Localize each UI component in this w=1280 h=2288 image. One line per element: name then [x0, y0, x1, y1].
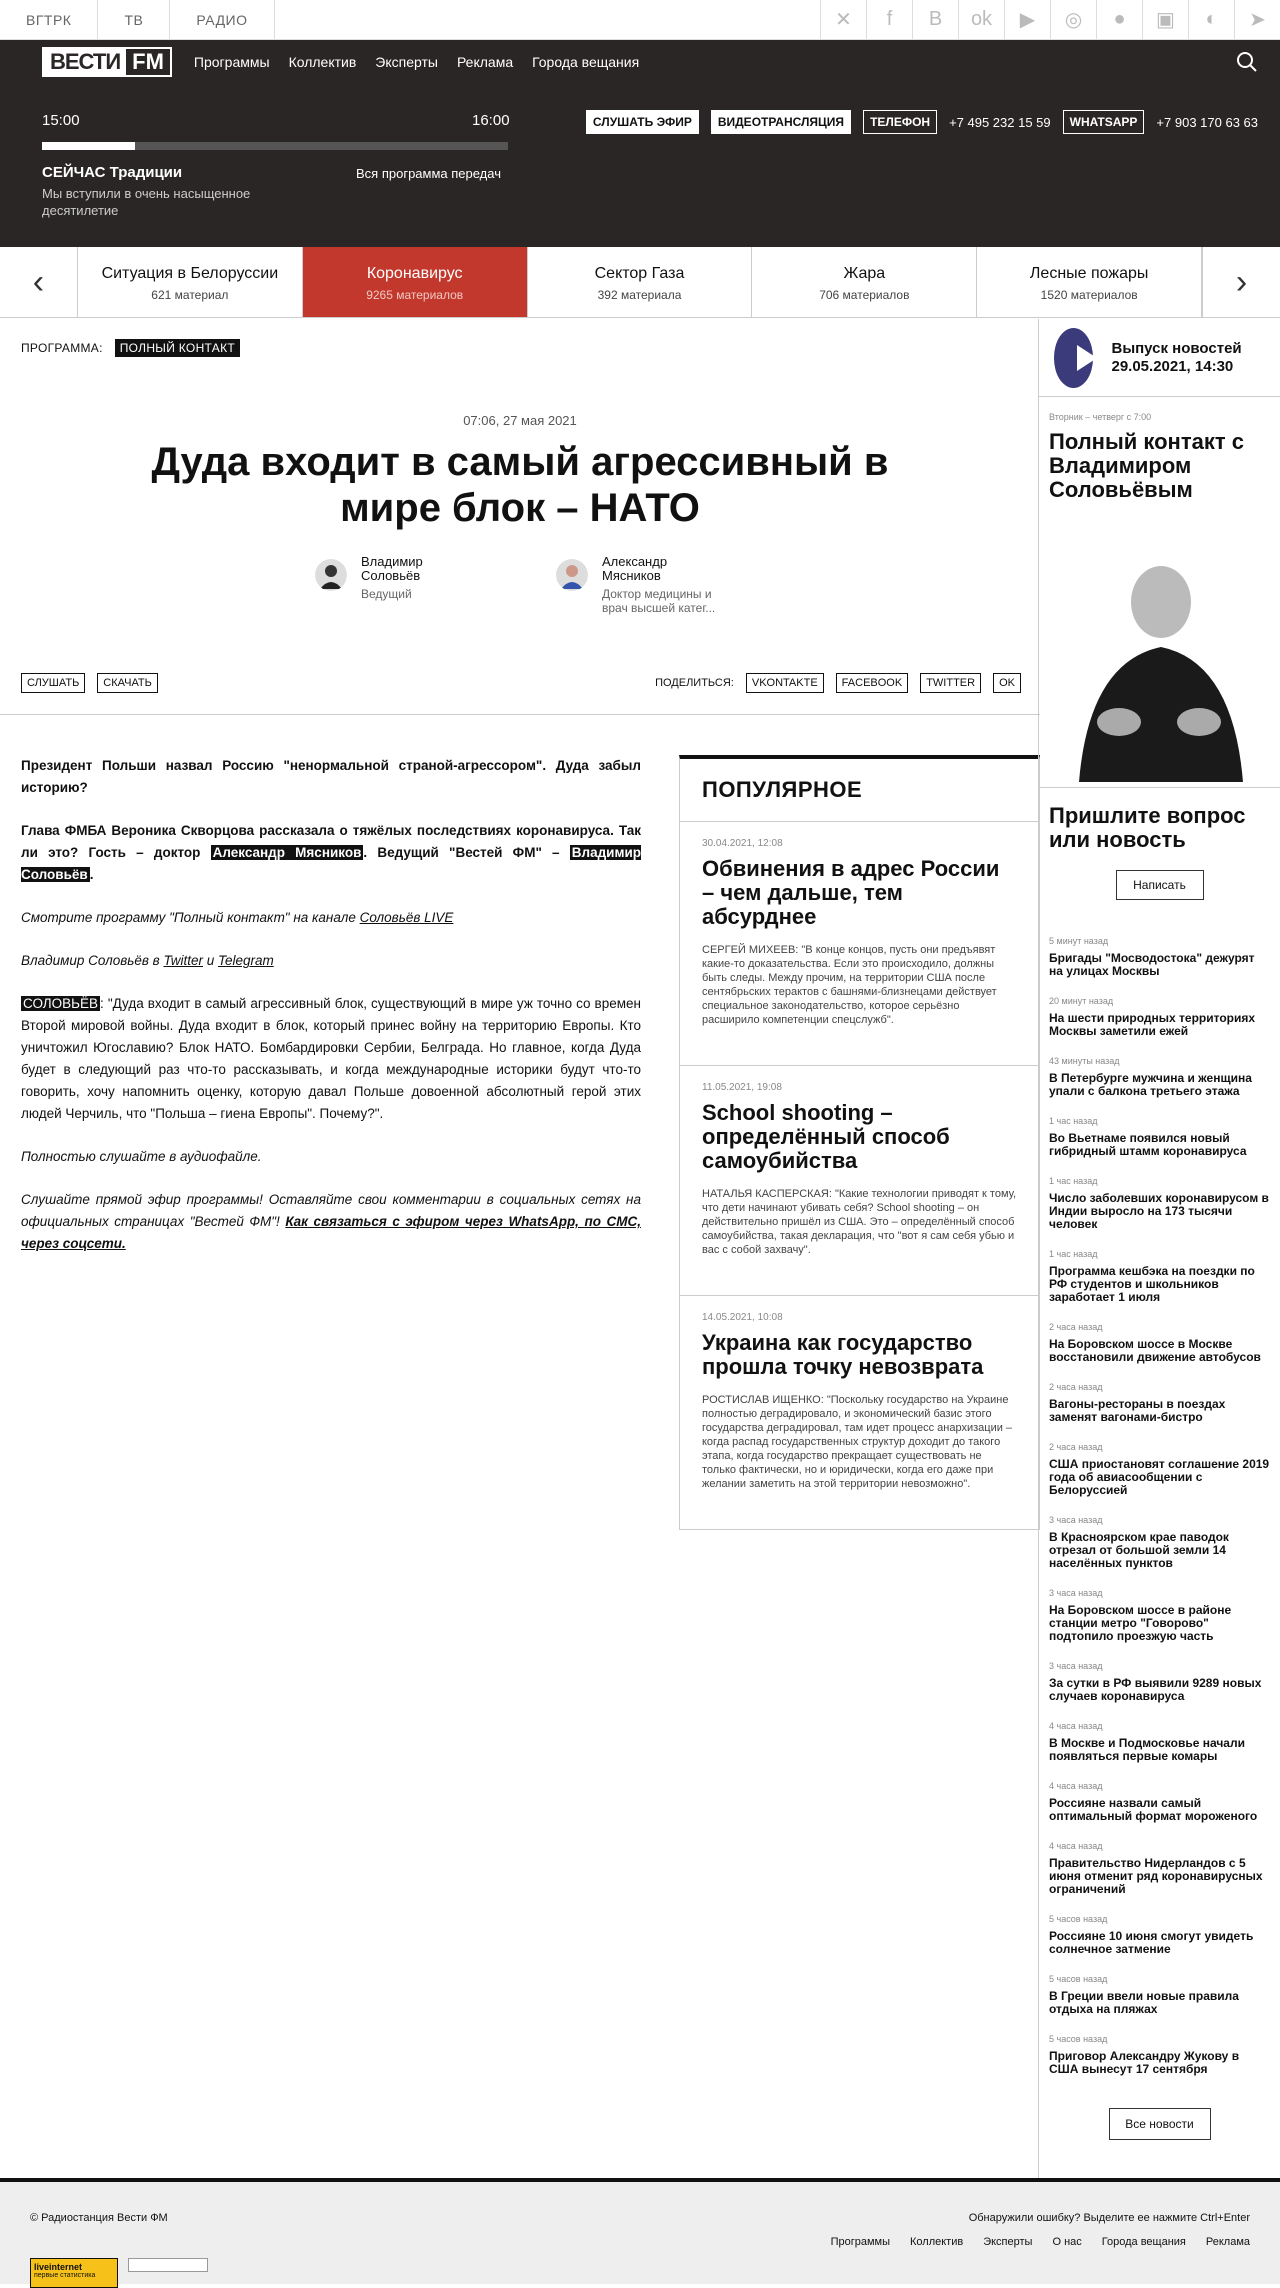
news-item[interactable] — [1049, 1578, 1270, 1651]
text: Глава ФМБА Вероника Скворцова рассказала о тяжёлых последствиях коронавируса. Так ли это? Гость – доктор — [21, 823, 641, 860]
news-title: Приговор Александру Жукову в США вынесут 17 сентября — [1049, 2049, 1240, 2076]
news-time: 2 часа назад — [1049, 1382, 1103, 1392]
android-icon[interactable]: ▣ — [1142, 0, 1188, 39]
topic-belarus[interactable] — [78, 247, 303, 317]
twitter-icon[interactable]: ✕ — [820, 0, 866, 39]
listen-button[interactable]: СЛУШАТЬ — [21, 673, 85, 693]
whatsapp-label: WHATSAPP — [1063, 110, 1145, 134]
player-buttons — [574, 110, 1258, 134]
contact-note — [21, 1189, 641, 1255]
news-title: Во Вьетнаме появился новый гибридный штамм коронавируса — [1049, 1131, 1247, 1158]
odnoklassniki-icon[interactable]: ok — [958, 0, 1004, 39]
news-feed — [1039, 918, 1280, 2084]
link-tv[interactable]: ТВ — [98, 0, 170, 39]
now-desc: Мы вступили в очень насыщенное десятилетие — [42, 186, 251, 218]
main-nav — [0, 40, 1280, 84]
divider — [0, 714, 1040, 715]
network-links — [0, 0, 275, 39]
news-item[interactable] — [1049, 1312, 1270, 1372]
text: Слушайте прямой эфир программы! Оставляйте свои комментарии в социальных сетях на официальных страницах "Вестей ФМ"! — [21, 1192, 641, 1229]
news-title: На Боровском шоссе в районе станции метро "Говорово" подтопило проезжую часть — [1049, 1603, 1232, 1643]
video-button[interactable]: ВИДЕОТРАНСЛЯЦИЯ — [711, 110, 851, 134]
article-body — [21, 755, 641, 1276]
news-title: Правительство Нидерландов с 5 июня отменит ряд коронавирусных ограничений — [1049, 1856, 1263, 1896]
item-text: СЕРГЕЙ МИХЕЕВ: "В конце концов, пусть они предъявят какие-то доказательства. Если это происходило, должны быть следы. Между прочим, на территории США после сентябрьских терактов с башнями-близнецами действует специальное законодательство, которое серьёзно расширило компетенции спецслужб". — [702, 944, 997, 1026]
news-time: 4 часа назад — [1049, 1721, 1103, 1731]
item-text: РОСТИСЛАВ ИЩЕНКО: "Поскольку государство на Украине полностью деградировало, и экономический базис этого государства деградировал, там идет процесс анархизации – когда распад государственных структур доходит до такого этапа, когда государство прекращает существовать не только фактически, но и юридически, когда его даже при желании заметить на этой территории невозможно". — [702, 1394, 1013, 1490]
social-links — [820, 0, 1280, 39]
news-title: Бригады "Мосводостока" дежурят на улицах Москвы — [1049, 951, 1255, 978]
counter-name: liveinternet — [34, 2262, 83, 2272]
news-title: Россияне назвали самый оптимальный формат мороженого — [1049, 1796, 1258, 1823]
author-name: Владимир Соловьёв — [361, 554, 423, 583]
popular-item[interactable] — [680, 1296, 1039, 1529]
speaker-tag: СОЛОВЬЁВ — [23, 996, 99, 1011]
news-item[interactable] — [1049, 1239, 1270, 1312]
news-title: Программа кешбэка на поездки по РФ студентов и школьников заработает 1 июля — [1049, 1264, 1255, 1304]
topic-gaza[interactable] — [528, 247, 753, 317]
news-time: 1 час назад — [1049, 1249, 1098, 1259]
news-title: Число заболевших коронавирусом в Индии выросло на 173 тысячи человек — [1049, 1191, 1269, 1231]
twitter-link[interactable]: Twitter — [163, 953, 203, 968]
news-time: 4 часа назад — [1049, 1781, 1103, 1791]
item-title: School shooting – определённый способ самоубийства — [702, 1100, 950, 1173]
guest-link[interactable]: Александр Мясников — [212, 845, 362, 860]
news-item[interactable] — [1049, 1372, 1270, 1432]
vk-icon[interactable]: B — [912, 0, 958, 39]
text: и — [202, 953, 218, 968]
popular-item[interactable] — [680, 1066, 1039, 1296]
nav-programs[interactable]: Программы — [193, 54, 270, 70]
article-actions — [21, 673, 1021, 693]
progress-bar — [42, 142, 508, 150]
link-radio[interactable]: РАДИО — [170, 0, 274, 39]
all-news-button[interactable]: Все новости — [1109, 2108, 1211, 2140]
item-date: 30.04.2021, 12:08 — [702, 838, 783, 849]
start-time: 15:00 — [42, 112, 80, 129]
item-date: 14.05.2021, 10:08 — [702, 1312, 783, 1323]
watch-line — [21, 907, 641, 929]
news-item[interactable] — [1049, 1711, 1270, 1771]
host-photo — [1049, 532, 1269, 782]
footer-team[interactable]: Коллектив — [910, 2236, 964, 2248]
popular-item[interactable] — [680, 822, 1039, 1066]
footer-programs[interactable]: Программы — [830, 2236, 890, 2248]
telegram-link[interactable]: Telegram — [217, 953, 274, 968]
news-title: В Петербурге мужчина и женщина упали с балкона третьего этажа — [1049, 1071, 1252, 1098]
telegram-icon[interactable]: ➤ — [1234, 0, 1280, 39]
item-title: Обвинения в адрес России – чем дальше, тем абсурднее — [702, 856, 1000, 929]
news-time: 20 минут назад — [1049, 996, 1114, 1006]
social-line — [21, 950, 641, 972]
topic-fires[interactable] — [977, 247, 1202, 317]
progress-fill — [42, 142, 135, 150]
popular-title: ПОПУЛЯРНОЕ — [680, 759, 1039, 822]
text: Смотрите программу "Полный контакт" на канале — [21, 910, 360, 925]
end-time: 16:00 — [472, 112, 510, 129]
program-tag[interactable]: ПОЛНЫЙ КОНТАКТ — [115, 339, 240, 357]
topic-name: Лесные пожары — [1029, 265, 1149, 282]
quote-text: : "Дуда входит в самый агрессивный блок, существующий в мире уж точно со времен Второй мировой войны. Дуда входит в блок, который принес войну на территорию Европы. Кто уничтожил Югославию? Блок НАТО. Бомбардировки Сербии, Белграда. Но главное, когда Дуда будет в следующий раз что-то рассказывать, и когда международные историки будут что-то говорить, хочу напомнить оценку, которую давал Польше довоенной абсолютный герой этих людей Черчиль, что "Польша – гиена Европы". Почему?". — [21, 996, 641, 1121]
phone-label: ТЕЛЕФОН — [863, 110, 937, 134]
ask-title: Пришлите вопрос или новость — [1049, 803, 1246, 852]
news-item[interactable] — [1049, 986, 1270, 1046]
article-intro — [21, 820, 641, 886]
counter-badge-2[interactable] — [128, 2258, 208, 2272]
topic-count: 1520 материалов — [1040, 288, 1138, 302]
nav-experts[interactable]: Эксперты — [375, 54, 438, 70]
all-programs-link[interactable]: Вся программа передач — [356, 166, 501, 181]
share-block — [655, 673, 1021, 693]
footer-about[interactable]: О нас — [1052, 2236, 1082, 2248]
item-text: НАТАЛЬЯ КАСПЕРСКАЯ: "Какие технологии приводят к тому, что дети начинают убивать себя? School shooting – он действительно пришёл из США. Это – определённый способ самоубийства, такая декларация, что "вот я сам себя убью и вас с собой захвачу". — [702, 1188, 1017, 1256]
news-time: 1 час назад — [1049, 1176, 1098, 1186]
nav-ads[interactable]: Реклама — [456, 54, 514, 70]
nav-team[interactable]: Коллектив — [288, 54, 357, 70]
play-icon[interactable] — [1054, 328, 1093, 388]
news-time: 4 часа назад — [1049, 1841, 1103, 1851]
news-item[interactable] — [1049, 1904, 1270, 1964]
share-vk-button[interactable]: VKONTAKTE — [746, 673, 824, 693]
download-button[interactable]: СКАЧАТЬ — [97, 673, 158, 693]
news-time: 3 часа назад — [1049, 1515, 1103, 1525]
channel-link[interactable]: Соловьёв LIVE — [359, 910, 454, 925]
logo[interactable] — [42, 47, 172, 77]
news-title: Россияне 10 июня смогут увидеть солнечное затмение — [1049, 1929, 1254, 1956]
topic-name: Коронавирус — [366, 265, 463, 282]
search-icon[interactable] — [1236, 51, 1258, 73]
news-time: 1 час назад — [1049, 1116, 1098, 1126]
news-item[interactable] — [1049, 1106, 1270, 1166]
author-myasnikov[interactable] — [556, 555, 720, 615]
footer-links — [811, 2236, 1250, 2248]
zen-icon[interactable]: ◐ — [1188, 0, 1234, 39]
footer-experts[interactable]: Эксперты — [983, 2236, 1033, 2248]
article-area — [0, 319, 1040, 2179]
author-solovyov[interactable] — [315, 555, 441, 601]
news-time: 5 часов назад — [1049, 2034, 1108, 2044]
show-title: Полный контакт с Владимиром Соловьёвым — [1049, 429, 1244, 502]
topics-carousel — [0, 247, 1280, 318]
item-title: Украина как государство прошла точку невозврата — [702, 1330, 984, 1379]
news-item[interactable] — [1049, 1771, 1270, 1831]
program-line — [21, 341, 240, 355]
write-button[interactable]: Написать — [1116, 870, 1204, 900]
share-ok-button[interactable]: OK — [993, 673, 1021, 693]
listen-live-button[interactable]: СЛУШАТЬ ЭФИР — [586, 110, 699, 134]
avatar — [315, 559, 347, 591]
news-time: 5 часов назад — [1049, 1974, 1108, 1984]
text: . — [89, 867, 94, 882]
news-time: 2 часа назад — [1049, 1442, 1103, 1452]
share-twitter-button[interactable]: TWITTER — [920, 673, 981, 693]
news-time: 43 минуты назад — [1049, 1056, 1120, 1066]
news-title: На шести природных территориях Москвы заметили ежей — [1049, 1011, 1256, 1038]
news-time: 5 часов назад — [1049, 1914, 1108, 1924]
error-note: Обнаружили ошибку? Выделите ее нажмите Ctrl+Enter — [968, 2212, 1250, 2224]
news-time: 3 часа назад — [1049, 1588, 1103, 1598]
news-title: В Москве и Подмосковье начали появляться первые комары — [1049, 1736, 1245, 1763]
topic-name: Жара — [843, 265, 886, 282]
news-title: США приостановят соглашение 2019 года об авиасообщении с Белоруссией — [1049, 1457, 1270, 1497]
chevron-right-icon[interactable]: › — [1202, 247, 1280, 317]
sidebar — [1038, 319, 1280, 2179]
contact-link[interactable]: Как связаться с эфиром через WhatsApp, по СМС, через соцсети. — [21, 1214, 641, 1251]
news-item[interactable] — [1049, 1166, 1270, 1239]
footer — [0, 2178, 1280, 2284]
apple-icon[interactable]: ● — [1096, 0, 1142, 39]
popular-block — [679, 755, 1040, 1530]
show-schedule: Вторник – четверг с 7:00 — [1049, 412, 1152, 422]
news-time: 5 минут назад — [1049, 936, 1109, 946]
news-release[interactable] — [1039, 319, 1280, 397]
text: Владимир Соловьёв в — [21, 953, 164, 968]
logo-text: ВЕСТИ — [50, 49, 121, 74]
avatar — [556, 559, 588, 591]
news-item[interactable] — [1049, 1432, 1270, 1505]
topic-name: Сектор Газа — [594, 265, 685, 282]
youtube-icon[interactable]: ▶ — [1004, 0, 1050, 39]
article-date: 07:06, 27 мая 2021 — [463, 413, 577, 428]
topic-count: 706 материалов — [819, 288, 910, 302]
author-name: Александр Мясников — [602, 554, 668, 583]
topic-name: Ситуация в Белоруссии — [101, 265, 279, 282]
instagram-icon[interactable]: ◎ — [1050, 0, 1096, 39]
copyright: © Радиостанция Вести ФМ — [30, 2212, 168, 2224]
facebook-icon[interactable]: f — [866, 0, 912, 39]
share-facebook-button[interactable]: FACEBOOK — [836, 673, 909, 693]
chevron-left-icon[interactable]: ‹ — [0, 247, 78, 317]
news-title: За сутки в РФ выявили 9289 новых случаев коронавируса — [1049, 1676, 1262, 1703]
news-item[interactable] — [1049, 926, 1270, 986]
whatsapp-number[interactable]: +7 903 170 63 63 — [1156, 114, 1258, 130]
host-link[interactable]: Владимир Соловьёв — [21, 845, 642, 882]
text: . Ведущий "Вестей ФМ" – — [363, 845, 570, 860]
news-item[interactable] — [1049, 1964, 1270, 2024]
footer-cities[interactable]: Города вещания — [1101, 2236, 1186, 2248]
article-title: Дуда входит в самый агрессивный в мире блок – НАТО — [151, 440, 889, 530]
nav-menu — [194, 54, 658, 70]
news-item[interactable] — [1049, 1046, 1270, 1106]
news-time: 2 часа назад — [1049, 1322, 1103, 1332]
news-item[interactable] — [1049, 1651, 1270, 1711]
live-player — [0, 84, 1280, 247]
phone-number[interactable]: +7 495 232 15 59 — [949, 114, 1051, 130]
show-promo[interactable] — [1039, 397, 1280, 787]
release-title: Выпуск новостей 29.05.2021, 14:30 — [1111, 339, 1242, 375]
program-label: ПРОГРАММА: — [21, 341, 103, 355]
topic-count: 392 материала — [597, 288, 682, 302]
item-date: 11.05.2021, 19:08 — [702, 1082, 782, 1093]
ask-block — [1039, 787, 1280, 918]
quote — [21, 993, 641, 1125]
news-title: В Греции ввели новые правила отдыха на пляжах — [1049, 1989, 1239, 2016]
news-time: 3 часа назад — [1049, 1661, 1103, 1671]
news-title: Вагоны-рестораны в поездах заменят вагонами-бистро — [1049, 1397, 1226, 1424]
topic-count: 621 материал — [151, 288, 229, 302]
listen-note: Полностью слушайте в аудиофайле. — [21, 1149, 262, 1164]
counter-sub: первые статистика — [34, 2272, 96, 2279]
nav-cities[interactable]: Города вещания — [532, 54, 640, 70]
news-item[interactable] — [1049, 1831, 1270, 1904]
news-title: В Красноярском крае паводок отрезал от большой земли 14 населённых пунктов — [1049, 1530, 1229, 1570]
news-item[interactable] — [1049, 1505, 1270, 1578]
article-lead: Президент Польши назвал Россию "ненормальной страной-агрессором". Дуда забыл историю? — [21, 758, 641, 795]
author-role: Доктор медицины и врач высшей катег... — [602, 587, 716, 615]
news-title: На Боровском шоссе в Москве восстановили движение автобусов — [1049, 1337, 1261, 1364]
topic-count: 9265 материалов — [366, 288, 464, 302]
author-role: Ведущий — [361, 587, 412, 601]
share-label: ПОДЕЛИТЬСЯ: — [655, 677, 734, 689]
top-bar — [0, 0, 1280, 40]
news-item[interactable] — [1049, 2024, 1270, 2084]
link-vgtrk[interactable]: ВГТРК — [0, 0, 98, 39]
topic-coronavirus[interactable] — [303, 247, 528, 317]
logo-fm: FM — [126, 49, 170, 75]
footer-ads[interactable]: Реклама — [1205, 2236, 1250, 2248]
topic-heat[interactable] — [752, 247, 977, 317]
now-playing: СЕЙЧАС Традиции — [42, 164, 183, 181]
